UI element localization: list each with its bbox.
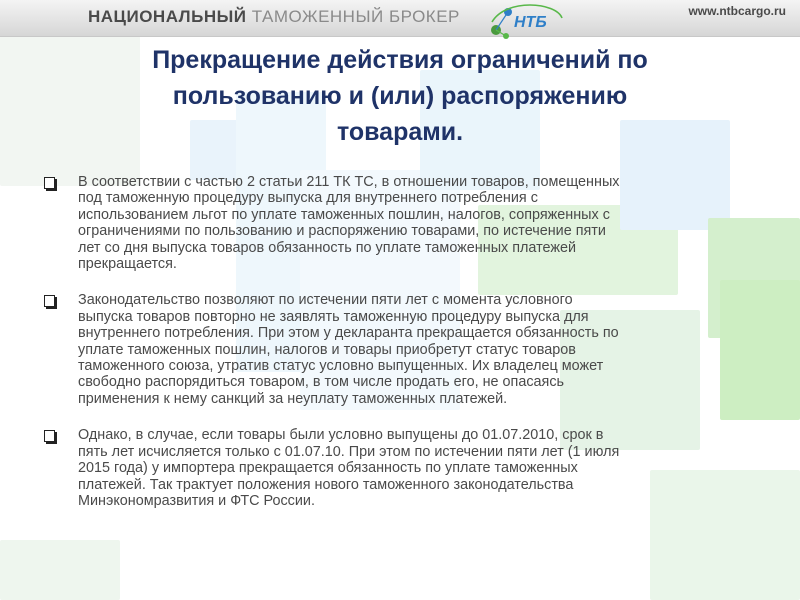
- slide-title: [60, 42, 740, 150]
- checkbox-bullet-icon: [44, 177, 55, 189]
- bullet-text: Законодательство позволяют по истечении пяти лет с момента условного выпуска товаров повторно не заявлять таможенную процедуру выпуска для внутреннего потребления. При этом у декларанта прекращается обязанность по уплате таможенных пошлин, налогов и товары приобретут статус товаров таможенного союза, утратив статус условно выпущенных. Их владелец может свободно распорядиться товаром, в том числе продать его, не опасаясь применения к нему санкций за неуплату таможенных платежей.: [78, 292, 619, 407]
- bullet-text: Однако, в случае, если товары были условно выпущены до 01.07.2010, срок в пять лет исчисляется только с 01.07.10. При этом по истечении пяти лет (1 июля 2015 года) у импортера прекращается обязанность по уплате таможенных платежей. Так трактует положения нового таможенного законодательства Минэкономразвития и ФТС России.: [78, 427, 620, 509]
- bullet-text: В соответствии с частью 2 статьи 211 ТК ТС, в отношении товаров, помещенных под таможенную процедуру выпуска для внутреннего потребления с использованием льгот по уплате таможенных пошлин, налогов, сопряженных с ограничениями по пользованию и распоряжению товарами, по истечение пяти лет со дня выпуска товаров обязанность по уплате таможенных платежей прекращается.: [78, 174, 620, 273]
- header-bar: [0, 0, 800, 37]
- bullet-item: [44, 292, 764, 407]
- brand-part-2: ТАМОЖЕННЫЙ БРОКЕР: [251, 7, 460, 26]
- website-link[interactable]: www.ntbcargo.ru: [688, 4, 786, 18]
- brand-name: [88, 7, 460, 27]
- bullet-item: [44, 174, 764, 272]
- ntb-logo-icon: [486, 0, 566, 44]
- title-line: товарами.: [336, 118, 464, 146]
- brand-part-1: НАЦИОНАЛЬНЫЙ: [88, 7, 247, 26]
- checkbox-bullet-icon: [44, 430, 55, 442]
- bullet-item: [44, 427, 764, 509]
- logo-text: НТБ: [514, 14, 547, 31]
- title-line: пользованию и (или) распоряжению: [172, 82, 628, 110]
- checkbox-bullet-icon: [44, 295, 55, 307]
- bullet-list: [44, 174, 764, 509]
- title-line: Прекращение действия ограничений по: [152, 46, 648, 74]
